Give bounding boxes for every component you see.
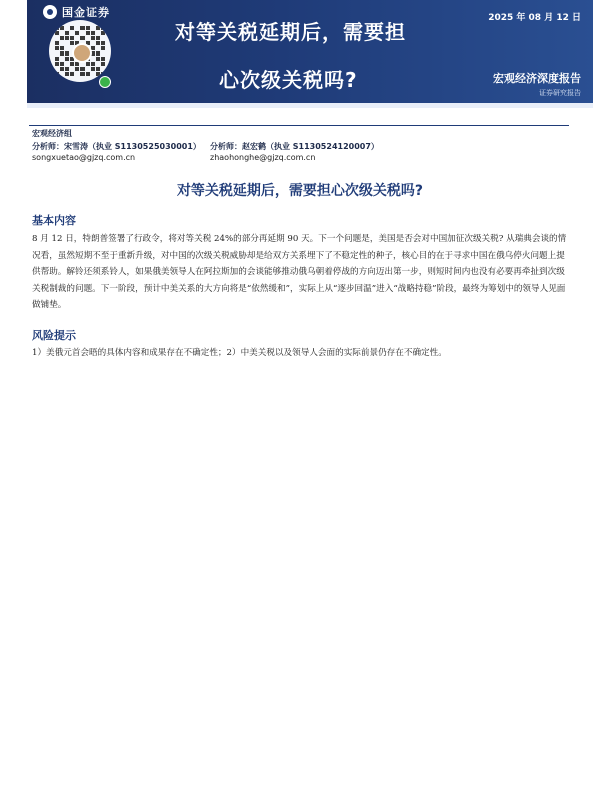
section-risk-title: 风险提示 (32, 329, 76, 342)
qr-code-icon (49, 20, 111, 82)
header-divider (29, 125, 569, 126)
qr-center-avatar (72, 43, 92, 63)
logo-icon (43, 5, 57, 19)
report-category: 证券研究报告 (539, 89, 581, 97)
banner-title-line1: 对等关税延期后，需要担 (175, 20, 406, 44)
section-summary-title: 基本内容 (32, 214, 76, 227)
report-header-banner (27, 0, 593, 108)
report-date: 2025 年 08 月 12 日 (488, 13, 581, 23)
wechat-badge-icon (99, 76, 111, 88)
logo-text: 国金证券 (62, 6, 110, 19)
section-risk-body: 1）美俄元首会晤的具体内容和成果存在不确定性；2）中美关税以及领导人会面的实际前景仍存在不确定性。 (32, 348, 447, 358)
report-type: 宏观经济深度报告 (493, 72, 581, 85)
brand-logo (43, 4, 110, 20)
section-summary-body: 8 月 12 日，特朗普签署了行政令，将对等关税 24%的部分再延期 90 天。下一个问题是，美国是否会对中国加征次级关税? 从瑞典会谈的情况看，虽然短期不至于重新升级，对中国的次级关税威胁却是给双方关系埋下了不稳定性的种子，核心目的在于寻求中国在俄乌停火问题上提供帮助。解铃还须系铃人，如果俄美领导人在阿拉斯加的会谈能够推动俄乌朝着停战的方向迈出第一步，则短时间内也没有必要再牵扯到次级关税制裁的问题。下一阶段，预计中美关系的大方向将是“依然缓和”，实际上从“逐步回温”进入“战略持稳”阶段，最终为筹划中的领导人见面做铺垫。 (32, 234, 567, 311)
analyst-1-email[interactable]: songxuetao@gjzq.com.cn (32, 153, 136, 162)
analyst-1: 分析师：宋雪涛（执业 S1130525030001） (32, 142, 201, 151)
analyst-2-email[interactable]: zhaohonghe@gjzq.com.cn (210, 153, 316, 162)
banner-title-line2: 心次级关税吗? (219, 68, 358, 92)
research-group: 宏观经济组 (32, 129, 72, 138)
document-title: 对等关税延期后，需要担心次级关税吗? (176, 183, 424, 199)
analyst-2: 分析师：赵宏鹤（执业 S1130524120007） (210, 142, 379, 151)
